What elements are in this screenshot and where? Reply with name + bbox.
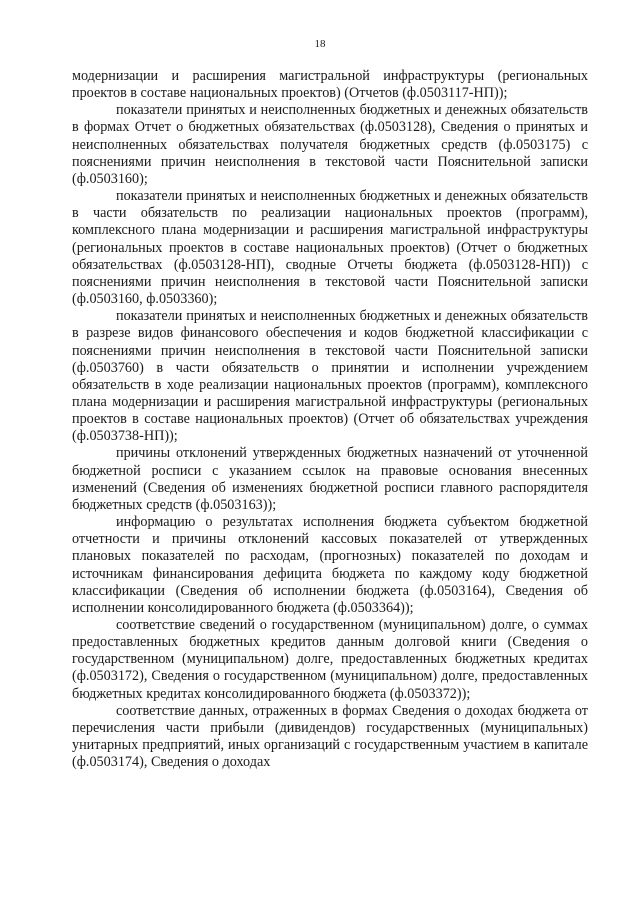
paragraph: информацию о результатах исполнения бюджета субъектом бюджетной отчетности и причины отклонений кассовых показателей от утвержденных плановых показателей по расходам, (прогнозных) показателей по доходам и источникам финансирования дефицита бюджета по каждому коду бюджетной классификации (Сведения об исполнении бюджета (ф.0503164), Сведения об исполнении консолидированного бюджета (ф.0503364)); — [72, 514, 588, 616]
paragraph: соответствие сведений о государственном (муниципальном) долге, о суммах предоставленных бюджетных кредитов данным долговой книги (Сведения о государственном (муниципальном) долге, предоставленных бюджетных кредитах (ф.0503172), Сведения о государственном (муниципальном) долге, предоставленных бюджетных кредитах консолидированного бюджета (ф.0503372)); — [72, 617, 588, 702]
paragraph: показатели принятых и неисполненных бюджетных и денежных обязательств в формах Отчет о бюджетных обязательствах (ф.0503128), Сведения о принятых и неисполненных обязательствах получателя бюджетных средств (ф.0503175) с пояснениями причин неисполнения в текстовой части Пояснительной записки (ф.0503160); — [72, 102, 588, 187]
paragraph: причины отклонений утвержденных бюджетных назначений от уточненной бюджетной росписи с указанием ссылок на правовые основания внесенных изменений (Сведения об изменениях бюджетной росписи главного распорядителя бюджетных средств (ф.0503163)); — [72, 445, 588, 513]
page-body — [72, 68, 588, 771]
paragraph: соответствие данных, отраженных в формах Сведения о доходах бюджета от перечисления части прибыли (дивидендов) государственных (муниципальных) унитарных предприятий, иных организаций с государственным участием в капитале (ф.0503174), Сведения о доходах — [72, 702, 588, 771]
paragraph: показатели принятых и неисполненных бюджетных и денежных обязательств в части обязательств по реализации национальных проектов (программ), комплексного плана модернизации и расширения магистральной инфраструктуры (региональных проектов в составе национальных проектов) (Отчет о бюджетных обязательствах (ф.0503128-НП), сводные Отчеты бюджета (ф.0503128-НП)) с пояснениями причин неисполнения в текстовой части Пояснительной записки (ф.0503160, ф.0503360); — [72, 188, 588, 308]
paragraph-continuation: модернизации и расширения магистральной инфраструктуры (региональных проектов в составе национальных проектов) (Отчетов (ф.0503117-НП)); — [72, 68, 588, 102]
page-number: 18 — [314, 38, 326, 50]
paragraph: показатели принятых и неисполненных бюджетных и денежных обязательств в разрезе видов финансового обеспечения и кодов бюджетной классификации с пояснениями причин неисполнения в текстовой части Пояснительной записки (ф.0503760) в части обязательств о принятии и исполнении учреждением обязательств в ходе реализации национальных проектов (программ), комплексного плана модернизации и расширения магистральной инфраструктуры (региональных проектов в составе национальных проектов) (Отчет об обязательствах учреждения (ф.0503738-НП)); — [72, 308, 588, 445]
